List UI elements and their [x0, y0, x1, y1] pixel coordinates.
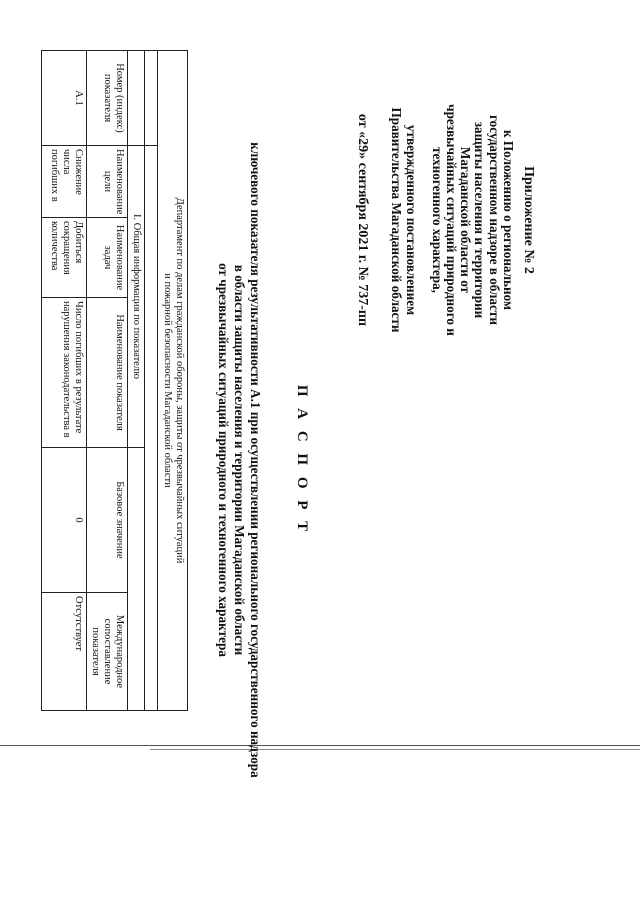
appendix-line: чрезвычайных ситуаций природного и: [443, 104, 459, 336]
spacer-cell: [145, 51, 158, 146]
passport-subtitle-line: в области защиты населения и территории Магаданской области: [232, 264, 247, 656]
passport-subtitle-line: ключевого показателя результативности А.1 при осуществлении регионального государственного надзора: [248, 142, 263, 778]
header-index: Номер (индекс) показателя: [87, 51, 128, 146]
cell-index: А.1: [42, 51, 87, 146]
cell-base-value: 0: [42, 448, 87, 593]
resolution-date: от «29» сентября 2021 г. № 737-пп: [355, 113, 371, 327]
section-blank-cell: [128, 448, 145, 711]
department-line: Департамент по делам гражданской обороны, защиты от чрезвычайных ситуаций: [174, 197, 185, 564]
header-tasks: Наименование задач: [87, 218, 128, 298]
department-cell: [158, 51, 188, 711]
appendix-title: Приложение № 2: [521, 166, 536, 274]
resolution-line: утвержденного постановлением: [403, 124, 419, 316]
appendix-block: [355, 60, 535, 380]
cell-international: Отсутствует: [42, 593, 87, 711]
passport-heading: [215, 140, 310, 780]
appendix-line: государственном надзоре в области: [486, 115, 502, 325]
cell-goal: Снижение числа погибших в: [42, 146, 87, 218]
passport-table: [41, 50, 188, 711]
spacer-cell: [145, 146, 158, 711]
resolution-line: Правительства Магаданской области: [389, 107, 405, 333]
cell-tasks: Добиться сокращения количества: [42, 218, 87, 298]
appendix-line: защиты населения и территории: [472, 121, 488, 319]
section-blank-cell: [128, 51, 145, 146]
department-line: и пожарной безопасности Магаданской области: [162, 273, 173, 488]
cell-indicator-name: Число погибших в результате нарушения законодательства в: [42, 298, 87, 448]
passport-title: П А С П О Р Т: [294, 384, 310, 536]
appendix-line: техногенного характера,: [429, 147, 445, 293]
appendix-line: Магаданской области от: [458, 146, 474, 294]
appendix-line: к Положению о региональном: [500, 130, 516, 310]
header-goal: Наименование цели: [87, 146, 128, 218]
passport-subtitle-line: от чрезвычайных ситуаций природного и техногенного характера: [216, 263, 231, 657]
header-international: Международное сопоставление показателя: [87, 593, 128, 711]
section-title: I. Общая информация по показателю: [128, 146, 145, 448]
header-indicator-name: Наименование показателя: [87, 298, 128, 448]
header-base-value: Базовое значение: [87, 448, 128, 593]
